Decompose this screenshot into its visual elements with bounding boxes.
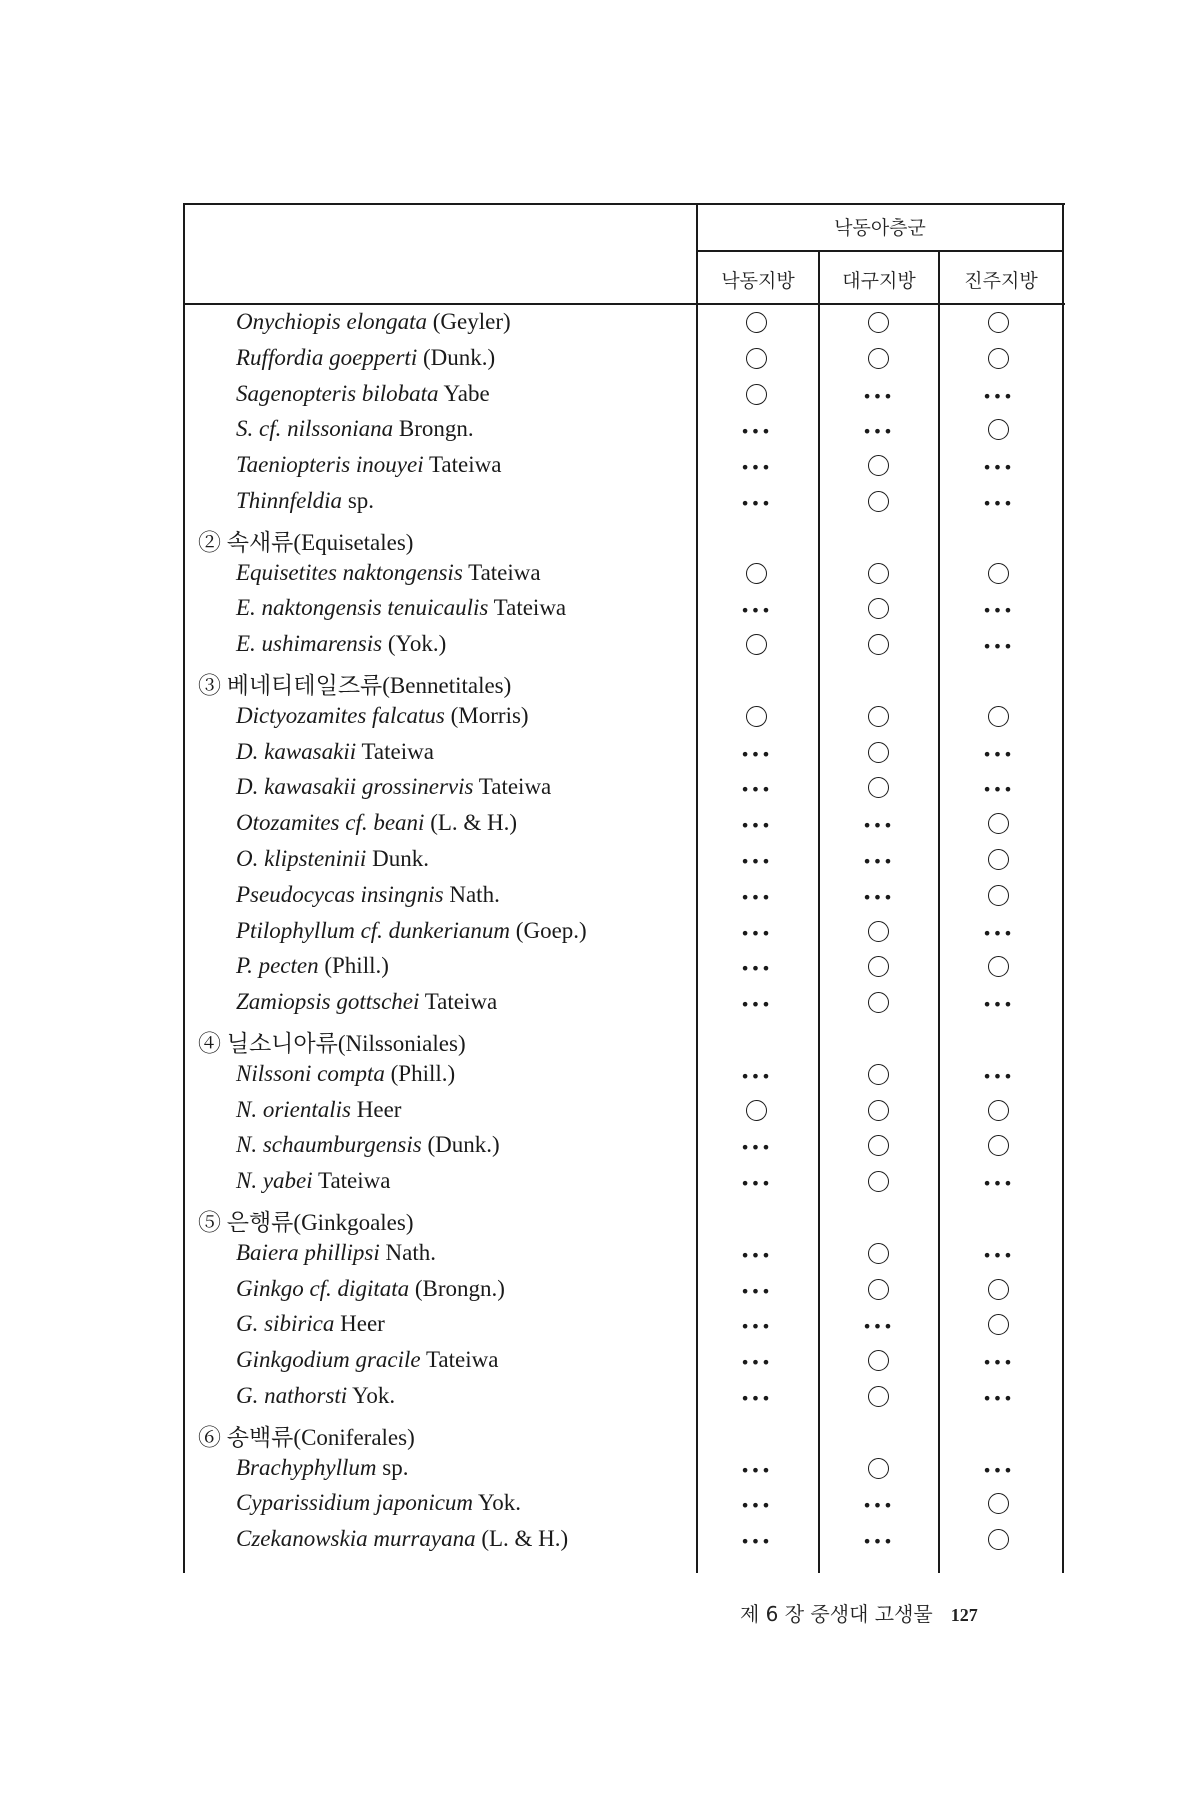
present-mark	[968, 844, 1028, 876]
species-name	[236, 882, 500, 908]
group-heading-row	[188, 1021, 1078, 1057]
present-mark	[968, 414, 1028, 446]
author-citation: (L. & H.)	[481, 1526, 569, 1552]
taxon-name: D. kawasakii grossinervis	[236, 774, 474, 800]
circle-icon	[988, 1279, 1009, 1300]
present-mark	[848, 450, 908, 482]
taxon-name: Ginkgo cf. digitata	[236, 1275, 410, 1301]
table-row	[188, 377, 1078, 413]
page-footer	[740, 1598, 978, 1627]
absent-mark: •••	[740, 744, 772, 764]
author-citation: sp.	[382, 1454, 409, 1480]
author-citation: Tateiwa	[493, 595, 567, 621]
circle-icon	[868, 1386, 889, 1407]
absent-mark: •••	[740, 1353, 772, 1373]
table-row	[188, 878, 1078, 914]
species-name	[236, 381, 490, 407]
circle-icon	[868, 992, 889, 1013]
taxon-name: S. cf. nilssoniana	[236, 416, 394, 442]
author-citation: Heer	[340, 1311, 385, 1337]
species-name	[236, 989, 497, 1015]
species-name	[236, 1526, 568, 1552]
species-name	[236, 846, 429, 872]
author-citation: Nath.	[385, 1239, 436, 1265]
table-row	[188, 1236, 1078, 1272]
species-name	[236, 309, 511, 335]
table-row	[188, 699, 1078, 735]
present-mark	[968, 1488, 1028, 1520]
taxon-name: O. klipsteninii	[236, 845, 367, 871]
taxon-name: Nilssoni compta	[236, 1060, 385, 1086]
absent-mark: •••	[740, 1174, 772, 1194]
circle-icon	[868, 1243, 889, 1264]
taxon-name: Baiera phillipsi	[236, 1239, 380, 1265]
species-name	[236, 1240, 436, 1266]
species-name	[236, 703, 529, 729]
circle-icon	[868, 956, 889, 977]
absent-mark: •••	[862, 851, 894, 871]
circle-icon	[868, 777, 889, 798]
taxon-name: E. naktongensis tenuicaulis	[236, 595, 489, 621]
circle-icon	[988, 1100, 1009, 1121]
table-row	[188, 627, 1078, 663]
species-name	[236, 595, 566, 621]
group-heading-row	[188, 663, 1078, 699]
taxon-name: Pseudocycas insingnis	[236, 881, 444, 907]
taxon-name: G. nathorsti	[236, 1382, 348, 1408]
present-mark	[968, 701, 1028, 733]
present-mark	[848, 1345, 908, 1377]
species-name	[236, 1168, 390, 1194]
group-label: ④ 닐소니아류(Nilssoniales)	[198, 1030, 466, 1056]
absent-mark: •••	[740, 601, 772, 621]
species-name	[236, 631, 446, 657]
header-col-jinju: 진주지방	[964, 270, 1038, 292]
table-row	[188, 556, 1078, 592]
table-row	[188, 448, 1078, 484]
present-mark	[968, 1309, 1028, 1341]
absent-mark: •••	[862, 887, 894, 907]
group-label: ⑤ 은행류(Ginkgoales)	[198, 1209, 414, 1235]
species-name	[236, 1490, 521, 1516]
taxon-name: Sagenopteris bilobata	[236, 380, 439, 406]
author-citation: (Dunk.)	[427, 1132, 500, 1158]
table-row	[188, 770, 1078, 806]
circle-icon	[988, 563, 1009, 584]
absent-mark: •••	[740, 816, 772, 836]
author-citation: (Phill.)	[390, 1060, 456, 1086]
circle-icon	[988, 419, 1009, 440]
absent-mark: •••	[982, 1388, 1014, 1408]
author-citation: (L. & H.)	[430, 810, 518, 836]
circle-icon	[746, 563, 767, 584]
table-row	[188, 1343, 1078, 1379]
present-mark	[968, 1095, 1028, 1127]
author-citation: (Brongn.)	[414, 1275, 505, 1301]
table-row	[188, 305, 1078, 341]
absent-mark: •••	[740, 923, 772, 943]
circle-icon	[868, 1458, 889, 1479]
author-citation: (Yok.)	[387, 631, 447, 657]
table-row	[188, 1057, 1078, 1093]
present-mark	[848, 1238, 908, 1270]
species-name	[236, 1061, 455, 1087]
present-mark	[848, 916, 908, 948]
circle-icon	[988, 885, 1009, 906]
absent-mark: •••	[862, 816, 894, 836]
table-row	[188, 1272, 1078, 1308]
present-mark	[726, 343, 786, 375]
circle-icon	[868, 1279, 889, 1300]
author-citation: sp.	[347, 487, 375, 513]
absent-mark: •••	[982, 1245, 1014, 1265]
table-row	[188, 1486, 1078, 1522]
present-mark	[968, 808, 1028, 840]
absent-mark: •••	[862, 1532, 894, 1552]
species-table-body	[188, 305, 1078, 1558]
table-row	[188, 1093, 1078, 1129]
taxon-name: Taeniopteris inouyei	[236, 452, 424, 478]
absent-mark: •••	[740, 1388, 772, 1408]
page-number: 127	[950, 1605, 978, 1625]
absent-mark: •••	[862, 1317, 894, 1337]
table-row	[188, 949, 1078, 985]
present-mark	[848, 629, 908, 661]
present-mark	[848, 486, 908, 518]
taxon-name: N. orientalis	[236, 1096, 352, 1122]
species-name	[236, 560, 541, 586]
circle-icon	[988, 1529, 1009, 1550]
group-heading-row	[188, 1415, 1078, 1451]
absent-mark: •••	[982, 744, 1014, 764]
species-name	[236, 488, 374, 514]
taxon-name: Dictyozamites falcatus	[236, 702, 445, 728]
species-name	[236, 1097, 401, 1123]
circle-icon	[868, 491, 889, 512]
present-mark	[726, 629, 786, 661]
present-mark	[968, 1130, 1028, 1162]
taxon-name: Ruffordia goepperti	[236, 344, 418, 370]
present-mark	[726, 307, 786, 339]
author-citation: (Dunk.)	[422, 344, 496, 370]
absent-mark: •••	[982, 493, 1014, 513]
circle-icon	[746, 706, 767, 727]
species-name	[236, 774, 551, 800]
author-citation: Brongn.	[398, 416, 474, 442]
taxon-name: Onychiopis elongata	[236, 309, 427, 334]
absent-mark: •••	[982, 923, 1014, 943]
table-row	[188, 985, 1078, 1021]
circle-icon	[868, 1100, 889, 1121]
absent-mark: •••	[982, 458, 1014, 478]
present-mark	[848, 1274, 908, 1306]
absent-mark: •••	[982, 1353, 1014, 1373]
absent-mark: •••	[740, 458, 772, 478]
circle-icon	[746, 348, 767, 369]
present-mark	[968, 951, 1028, 983]
table-row	[188, 914, 1078, 950]
circle-icon	[868, 312, 889, 333]
absent-mark: •••	[982, 780, 1014, 800]
header-col-nakdong: 낙동지방	[721, 270, 795, 292]
author-citation: (Goep.)	[515, 917, 587, 943]
circle-icon	[868, 706, 889, 727]
circle-icon	[868, 1135, 889, 1156]
absent-mark: •••	[982, 1066, 1014, 1086]
author-citation: Yok.	[477, 1490, 521, 1516]
present-mark	[968, 1524, 1028, 1556]
author-citation: Tateiwa	[428, 452, 502, 478]
absent-mark: •••	[740, 1281, 772, 1301]
present-mark	[848, 772, 908, 804]
present-mark	[848, 1381, 908, 1413]
present-mark	[848, 701, 908, 733]
circle-icon	[868, 742, 889, 763]
absent-mark: •••	[982, 995, 1014, 1015]
absent-mark: •••	[740, 1317, 772, 1337]
present-mark	[968, 880, 1028, 912]
present-mark	[848, 1130, 908, 1162]
absent-mark: •••	[740, 887, 772, 907]
taxon-name: P. pecten	[236, 953, 319, 979]
present-mark	[968, 1274, 1028, 1306]
absent-mark: •••	[862, 1496, 894, 1516]
author-citation: Heer	[356, 1096, 402, 1122]
author-citation: Dunk.	[372, 845, 429, 871]
taxon-name: Zamiopsis gottschei	[236, 989, 420, 1015]
author-citation: (Geyler)	[432, 309, 511, 334]
author-citation: Nath.	[449, 881, 500, 907]
circle-icon	[988, 312, 1009, 333]
circle-icon	[988, 1135, 1009, 1156]
circle-icon	[746, 312, 767, 333]
species-name	[236, 1311, 385, 1337]
group-label: ⑥ 송백류(Coniferales)	[198, 1424, 415, 1450]
species-name	[236, 1455, 408, 1481]
circle-icon	[868, 563, 889, 584]
species-name	[236, 810, 517, 836]
circle-icon	[988, 706, 1009, 727]
species-name	[236, 1347, 498, 1373]
table-row	[188, 591, 1078, 627]
author-citation: Tateiwa	[424, 989, 498, 1015]
species-name	[236, 739, 434, 765]
circle-icon	[868, 1064, 889, 1085]
absent-mark: •••	[740, 1460, 772, 1480]
species-name	[236, 452, 501, 478]
table-row	[188, 1128, 1078, 1164]
circle-icon	[746, 384, 767, 405]
circle-icon	[988, 956, 1009, 977]
author-citation: Tateiwa	[468, 559, 541, 585]
table-row	[188, 1379, 1078, 1415]
absent-mark: •••	[740, 1245, 772, 1265]
present-mark	[848, 1095, 908, 1127]
taxon-name: D. kawasakii	[236, 738, 357, 764]
present-mark	[968, 558, 1028, 590]
taxon-name: E. ushimarensis	[236, 631, 383, 657]
table-row	[188, 341, 1078, 377]
table-row	[188, 1522, 1078, 1558]
present-mark	[726, 1095, 786, 1127]
absent-mark: •••	[740, 1532, 772, 1552]
absent-mark: •••	[740, 851, 772, 871]
table-row	[188, 735, 1078, 771]
species-name	[236, 918, 587, 944]
table-row	[188, 1307, 1078, 1343]
header-col-daegu: 대구지방	[842, 270, 916, 292]
taxon-name: Czekanowskia murrayana	[236, 1526, 476, 1552]
circle-icon	[868, 598, 889, 619]
table-row	[188, 484, 1078, 520]
table-left-border	[183, 203, 185, 1573]
present-mark	[848, 593, 908, 625]
present-mark	[848, 343, 908, 375]
species-name	[236, 1132, 500, 1158]
species-name	[236, 1383, 395, 1409]
table-top-rule	[183, 203, 1065, 205]
circle-icon	[988, 849, 1009, 870]
absent-mark: •••	[740, 995, 772, 1015]
circle-icon	[988, 1493, 1009, 1514]
taxon-name: Equisetites naktongensis	[236, 559, 463, 585]
species-name	[236, 416, 474, 442]
circle-icon	[988, 1314, 1009, 1335]
absent-mark: •••	[740, 493, 772, 513]
author-citation: Tateiwa	[361, 738, 434, 764]
taxon-name: Brachyphyllum	[236, 1454, 377, 1480]
species-name	[236, 953, 389, 979]
absent-mark: •••	[740, 780, 772, 800]
present-mark	[726, 701, 786, 733]
author-citation: Yok.	[352, 1382, 396, 1408]
taxon-name: Ptilophyllum cf. dunkerianum	[236, 917, 511, 943]
circle-icon	[746, 1100, 767, 1121]
absent-mark: •••	[740, 1496, 772, 1516]
absent-mark: •••	[740, 1066, 772, 1086]
chapter-title: 제 6 장 중생대 고생물	[740, 1602, 933, 1626]
present-mark	[848, 558, 908, 590]
present-mark	[848, 1059, 908, 1091]
present-mark	[968, 307, 1028, 339]
taxon-name: G. sibirica	[236, 1311, 335, 1337]
present-mark	[848, 951, 908, 983]
present-mark	[726, 379, 786, 411]
present-mark	[848, 307, 908, 339]
present-mark	[726, 558, 786, 590]
taxon-name: Cyparissidium japonicum	[236, 1490, 474, 1516]
circle-icon	[868, 1350, 889, 1371]
taxon-name: N. schaumburgensis	[236, 1132, 422, 1158]
absent-mark: •••	[740, 1138, 772, 1158]
taxon-name: N. yabei	[236, 1168, 313, 1194]
table-row	[188, 806, 1078, 842]
taxon-name: Ginkgodium gracile	[236, 1347, 421, 1373]
group-label: ② 속새류(Equisetales)	[198, 529, 414, 555]
species-name	[236, 345, 495, 371]
author-citation: Tateiwa	[318, 1168, 391, 1194]
table-row	[188, 412, 1078, 448]
group-heading-row	[188, 520, 1078, 556]
absent-mark: •••	[982, 601, 1014, 621]
author-citation: Yabe	[443, 380, 490, 406]
author-citation: (Morris)	[450, 702, 529, 728]
group-label: ③ 베네티테일즈류(Bennetitales)	[198, 672, 512, 698]
present-mark	[848, 1166, 908, 1198]
author-citation: Tateiwa	[478, 774, 552, 800]
present-mark	[968, 343, 1028, 375]
present-mark	[848, 987, 908, 1019]
absent-mark: •••	[982, 1174, 1014, 1194]
author-citation: Tateiwa	[425, 1347, 499, 1373]
taxon-name: Otozamites cf. beani	[236, 810, 425, 836]
absent-mark: •••	[862, 422, 894, 442]
circle-icon	[868, 921, 889, 942]
author-citation: (Phill.)	[324, 953, 389, 979]
group-heading-row	[188, 1200, 1078, 1236]
present-mark	[848, 737, 908, 769]
circle-icon	[868, 1171, 889, 1192]
header-group-label: 낙동아층군	[834, 217, 926, 239]
circle-icon	[988, 348, 1009, 369]
circle-icon	[988, 813, 1009, 834]
species-name	[236, 1276, 505, 1302]
absent-mark: •••	[982, 386, 1014, 406]
present-mark	[848, 1453, 908, 1485]
circle-icon	[868, 348, 889, 369]
absent-mark: •••	[740, 422, 772, 442]
table-row	[188, 1164, 1078, 1200]
absent-mark: •••	[740, 959, 772, 979]
taxon-name: Thinnfeldia	[236, 487, 343, 513]
table-row	[188, 1451, 1078, 1487]
absent-mark: •••	[862, 386, 894, 406]
circle-icon	[746, 634, 767, 655]
circle-icon	[868, 634, 889, 655]
absent-mark: •••	[982, 637, 1014, 657]
absent-mark: •••	[982, 1460, 1014, 1480]
table-row	[188, 842, 1078, 878]
circle-icon	[868, 455, 889, 476]
header-sub-rule	[698, 250, 1062, 252]
